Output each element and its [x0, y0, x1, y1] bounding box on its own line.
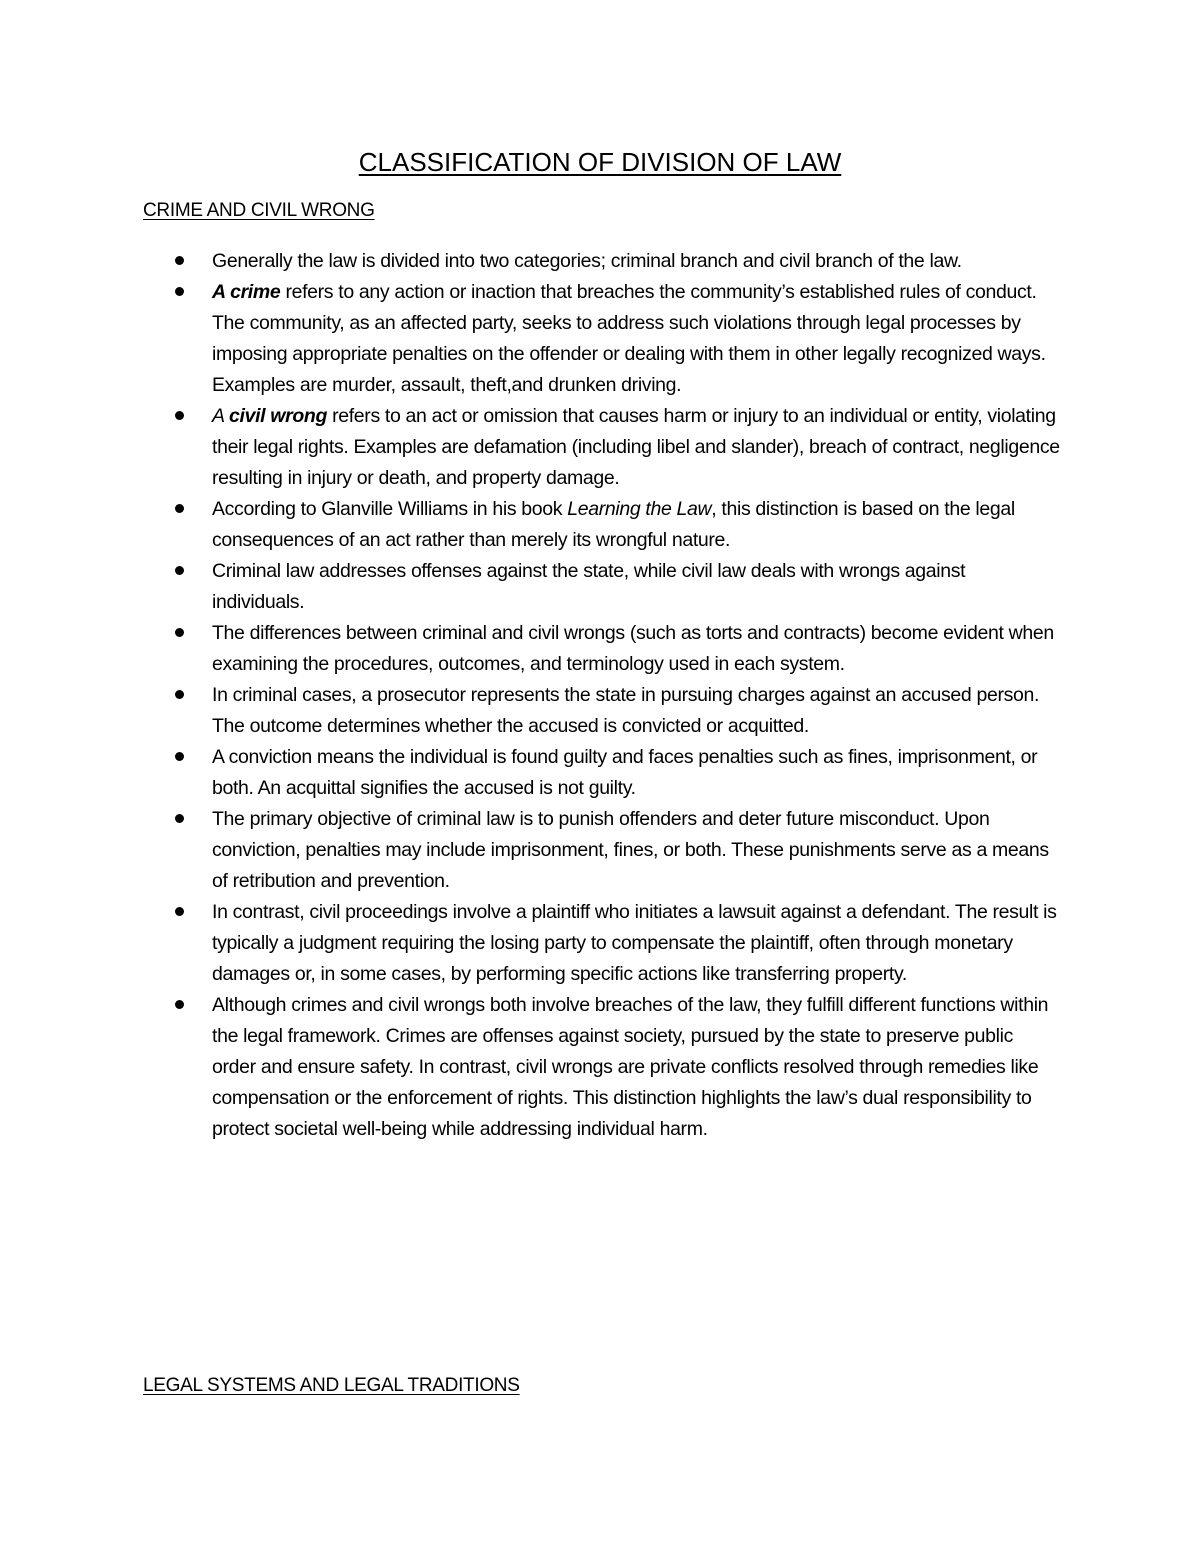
bullet-item: [0, 618, 1200, 680]
bullet-text: In criminal cases, a prosecutor represents the state in pursuing charges against an accused person. The outcome determines whether the accused is convicted or acquitted.: [212, 684, 1040, 737]
bullet-text: A conviction means the individual is found guilty and faces penalties such as fines, imprisonment, or both. An acquittal signifies the accused is not guilty.: [212, 746, 1038, 799]
bullet-item: [0, 246, 1200, 277]
bullet-item: [0, 494, 1200, 556]
bullet-term: A crime: [212, 281, 281, 303]
page-title: CLASSIFICATION OF DIVISION OF LAW: [358, 147, 842, 177]
bullet-icon: [175, 814, 184, 823]
bullet-icon: [175, 1000, 184, 1009]
bullet-icon: [175, 287, 184, 296]
bullet-icon: [175, 411, 184, 420]
bullet-text: The differences between criminal and civil wrongs (such as torts and contracts) become evident when examining the procedures, outcomes, and terminology used in each system.: [212, 622, 1054, 675]
bullet-text: , this distinction is based on the legal consequences of an act rather than merely its wrongful nature.: [212, 498, 1015, 551]
bullet-text: Although crimes and civil wrongs both involve breaches of the law, they fulfill different functions within the legal framework. Crimes are offenses against society, pursued by the state to preserve public order and ensure safety. In contrast, civil wrongs are private conflicts resolved through remedies like compensation or the enforcement of rights. This distinction highlights the law’s dual responsibility to protect societal well-being while addressing individual harm.: [212, 994, 1049, 1140]
section-heading-legal-systems: LEGAL SYSTEMS AND LEGAL TRADITIONS: [143, 1375, 520, 1396]
bullet-text: Generally the law is divided into two categories; criminal branch and civil branch of the law.: [212, 250, 962, 272]
bullet-term: civil wrong: [229, 405, 328, 427]
bullet-item: [0, 277, 1200, 401]
bullet-item: [0, 897, 1200, 990]
bullet-icon: [175, 566, 184, 575]
section-heading-crime-civil-wrong: CRIME AND CIVIL WRONG: [143, 200, 375, 221]
bullet-item: [0, 742, 1200, 804]
bullet-text: refers to any action or inaction that breaches the community’s established rules of conduct. The community, as an affected party, seeks to address such violations through legal processes by imposing appropriate penalties on the offender or dealing with them in other legally recognized ways. Examples are murder, assault, theft,and drunken driving.: [212, 281, 1046, 396]
bullet-icon: [175, 690, 184, 699]
bullet-item: [0, 990, 1200, 1145]
bullet-icon: [175, 504, 184, 513]
bullet-icon: [175, 256, 184, 265]
book-title: Learning the Law: [567, 498, 712, 520]
bullet-text: Criminal law addresses offenses against the state, while civil law deals with wrongs against individuals.: [212, 560, 966, 613]
bullet-item: [0, 804, 1200, 897]
bullet-icon: [175, 752, 184, 761]
bullet-icon: [175, 628, 184, 637]
bullet-list: [0, 246, 1200, 1145]
bullet-item: [0, 556, 1200, 618]
bullet-item: [0, 680, 1200, 742]
bullet-text: refers to an act or omission that causes harm or injury to an individual or entity, violating their legal rights. Examples are defamation (including libel and slander), breach of contract, negligence resulting in injury or death, and property damage.: [212, 405, 1060, 489]
bullet-icon: [175, 907, 184, 916]
bullet-text: The primary objective of criminal law is to punish offenders and deter future misconduct. Upon conviction, penalties may include imprisonment, fines, or both. These punishments serve as a means of retribution and prevention.: [212, 808, 1049, 892]
bullet-item: [0, 401, 1200, 494]
bullet-text: In contrast, civil proceedings involve a plaintiff who initiates a lawsuit against a defendant. The result is typically a judgment requiring the losing party to compensate the plaintiff, often through monetary damages or, in some cases, by performing specific actions like transferring property.: [212, 901, 1057, 985]
bullet-prefix: A: [212, 405, 230, 427]
bullet-prefix: According to Glanville Williams in his book: [212, 498, 568, 520]
